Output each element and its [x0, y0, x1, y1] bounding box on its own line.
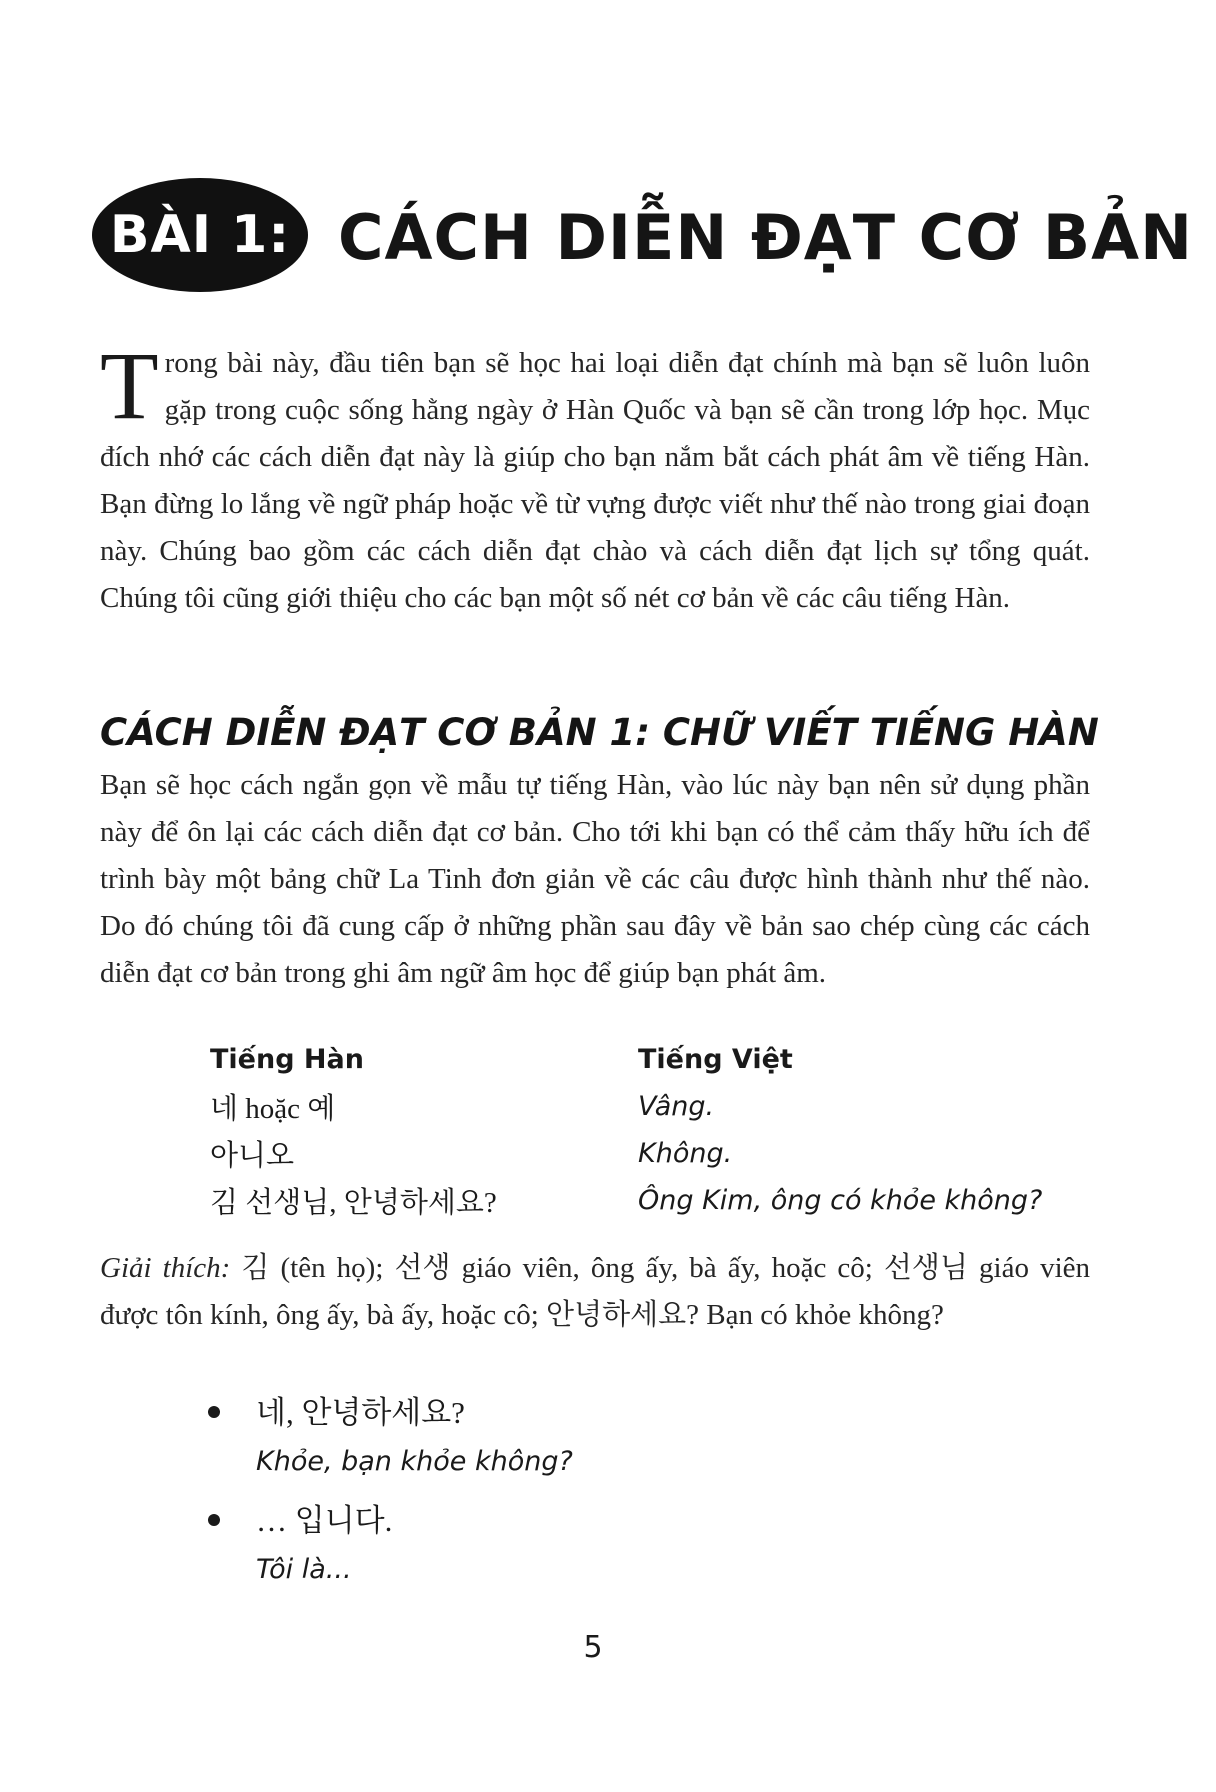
phrase-vietnamese: Không.	[638, 1138, 733, 1169]
phrase-korean: 아니오	[210, 1140, 295, 1172]
intro-paragraph	[100, 332, 1090, 622]
phrase-vietnamese: Ông Kim, ông có khỏe không?	[638, 1185, 1043, 1216]
phrase-row	[210, 1177, 1110, 1224]
example-vietnamese: Tôi là...	[256, 1554, 352, 1585]
explanation-text: 김 (tên họ); 선생 giáo viên, ông ấy, bà ấy, hoặc cô; 선생님 giáo viên được tôn kính, ông ấy, bà ấy, hoặc cô; 안녕하세요? Bạn có khỏe không?	[100, 1252, 1090, 1331]
phrase-korean: 네 hoặc 예	[210, 1093, 336, 1125]
list-item	[208, 1388, 1008, 1486]
phrase-table	[210, 1036, 1110, 1224]
example-korean: 네, 안녕하세요?	[256, 1395, 465, 1430]
phrase-vietnamese: Vâng.	[638, 1091, 715, 1122]
phrase-row	[210, 1130, 1110, 1177]
bullet-icon	[208, 1406, 220, 1418]
example-korean: … 입니다.	[256, 1503, 393, 1538]
phrase-korean: 김 선생님, 안녕하세요?	[210, 1187, 497, 1219]
lesson-heading	[92, 178, 1194, 298]
bullet-icon	[208, 1514, 220, 1526]
section-heading: CÁCH DIỄN ĐẠT CƠ BẢN 1: CHỮ VIẾT TIẾNG HÀN	[100, 711, 1099, 754]
lesson-badge-label: BÀI 1:	[109, 205, 291, 265]
example-list	[208, 1388, 1008, 1604]
list-item	[208, 1496, 1008, 1594]
lesson-title: CÁCH DIỄN ĐẠT CƠ BẢN	[338, 201, 1194, 274]
explanation-label: Giải thích:	[100, 1252, 231, 1284]
header-korean: Tiếng Hàn	[210, 1044, 364, 1075]
section-paragraph: Bạn sẽ học cách ngắn gọn về mẫu tự tiếng Hàn, vào lúc này bạn nên sử dụng phần này để ôn lại các cách diễn đạt cơ bản. Cho tới khi bạn có thể cảm thấy hữu ích để trình bày một bảng chữ La Tinh đơn giản về các câu được hình thành như thế nào. Do đó chúng tôi đã cung cấp ở những phần sau đây về bản sao chép cùng các cách diễn đạt cơ bản trong ghi âm ngữ âm học để giúp bạn phát âm.	[100, 769, 1090, 989]
phrase-row	[210, 1083, 1110, 1130]
page-number: 5	[583, 1630, 603, 1665]
drop-cap: T	[100, 332, 159, 439]
intro-text: rong bài này, đầu tiên bạn sẽ học hai loại diễn đạt chính mà bạn sẽ luôn luôn gặp trong cuộc sống hằng ngày ở Hàn Quốc và bạn sẽ cần trong lớp học. Mục đích nhớ các cách diễn đạt này là giúp cho bạn nắm bắt cách phát âm về tiếng Hàn. Bạn đừng lo lắng về ngữ pháp hoặc về từ vựng được viết như thế nào trong giai đoạn này. Chúng bao gồm các cách diễn đạt chào và cách diễn đạt lịch sự tổng quát. Chúng tôi cũng giới thiệu cho các bạn một số nét cơ bản về các câu tiếng Hàn.	[100, 347, 1090, 614]
explanation-paragraph	[100, 1245, 1090, 1339]
phrase-table-header	[210, 1036, 1110, 1083]
header-vietnamese: Tiếng Việt	[638, 1044, 793, 1075]
example-vietnamese: Khỏe, bạn khỏe không?	[256, 1446, 573, 1477]
